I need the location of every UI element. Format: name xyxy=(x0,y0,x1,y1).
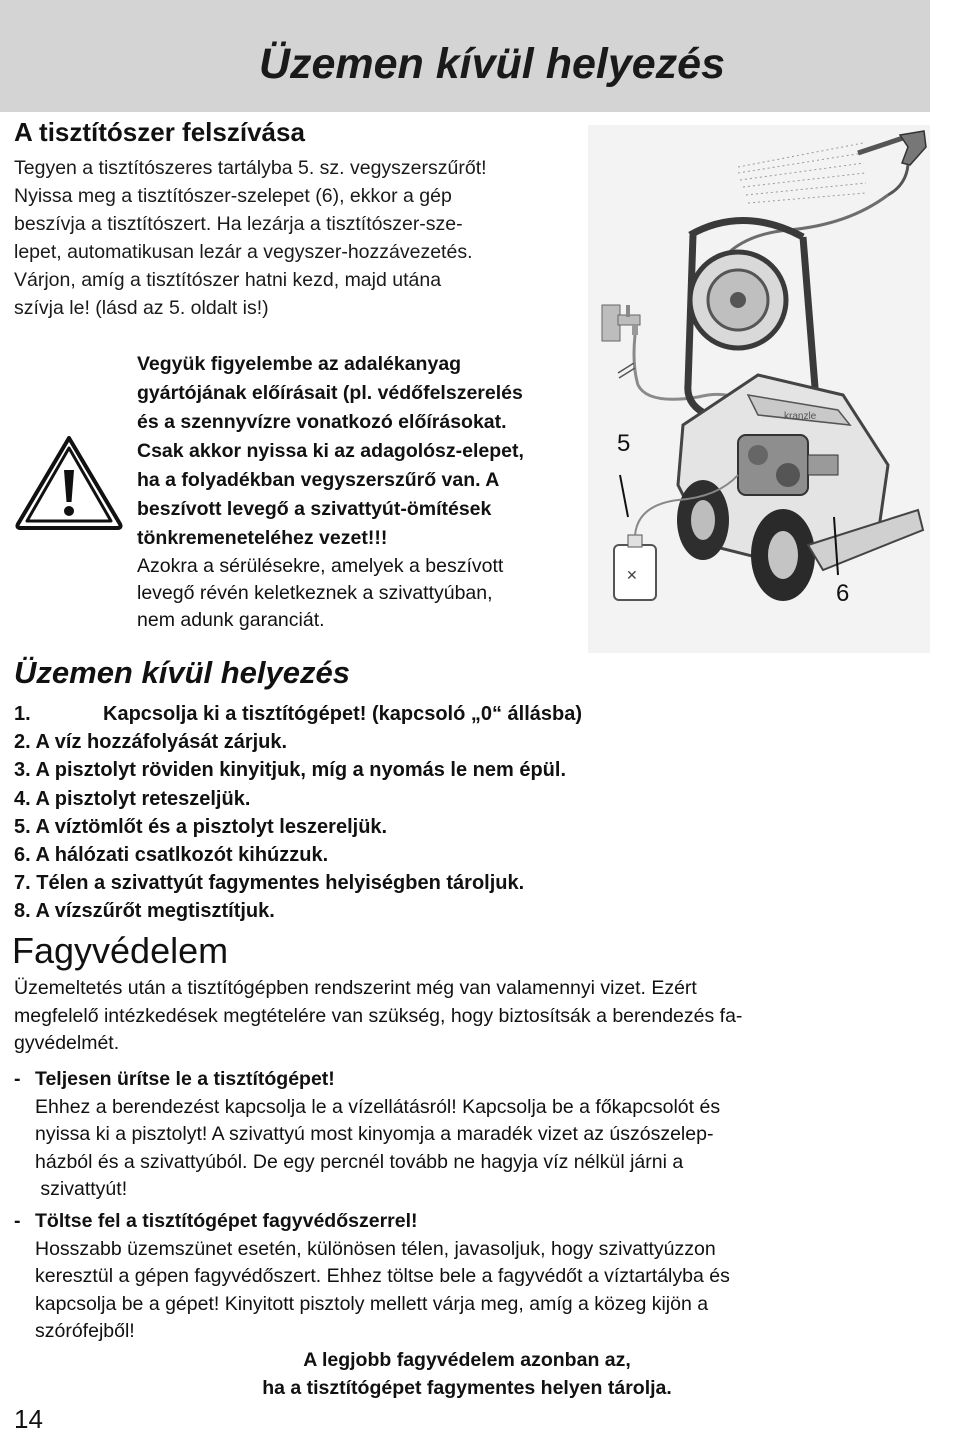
shutdown-steps xyxy=(14,700,582,926)
step-number: 3. xyxy=(14,759,31,782)
intake-title: A tisztítószer felszívása xyxy=(14,117,305,147)
intake-line: Tegyen a tisztítószeres tartályba 5. sz. vegyszerszűrőt! xyxy=(14,157,487,179)
step-item xyxy=(14,869,582,897)
page-title: Üzemen kívül helyezés xyxy=(258,40,725,88)
frost-intro-line: Üzemeltetés után a tisztítógépben rendszerint még van valamennyi vizet. Ezért xyxy=(14,977,697,999)
callout-label-6: 6 xyxy=(836,580,850,607)
bullet-line: Hosszabb üzemszünet esetén, különösen télen, javasoljuk, hogy szivattyúzzon xyxy=(35,1237,716,1260)
step-number: 7. xyxy=(14,872,31,895)
warning-note-line: levegő révén keletkeznek a szivattyúban, xyxy=(137,582,493,604)
warning-note-line: nem adunk garanciát. xyxy=(137,609,325,631)
warning-line: és a szennyvízre vonatkozó előírásokat. xyxy=(137,411,507,433)
bullet-line: szivattyút! xyxy=(35,1178,128,1200)
warning-line: Vegyük figyelembe az adalékanyag xyxy=(137,353,462,375)
step-text: A vízszűrőt megtisztítjuk. xyxy=(35,900,275,923)
warning-line: tönkremeneteléhez vezet!!! xyxy=(137,527,388,549)
pressure-washer-illustration xyxy=(588,125,930,653)
step-text: A pisztolyt reteszeljük. xyxy=(35,787,251,810)
step-number: 6. xyxy=(14,844,31,867)
warning-line: beszívott levegő a szivattyút-ömítések xyxy=(137,498,492,520)
bullet-heading: Töltse fel a tisztítógépet fagyvédőszerrel! xyxy=(35,1210,418,1232)
warning-text xyxy=(137,350,589,634)
bullet-line: keresztül a gépen fagyvédőszert. Ehhez töltse bele a fagyvédőt a víztartályba és xyxy=(35,1265,730,1287)
step-text: Kapcsolja ki a tisztítógépet! (kapcsoló „0“ állásba) xyxy=(103,703,583,725)
bullet-dash: - xyxy=(14,1068,21,1090)
step-text: A hálózati csatlkozót kihúzzuk. xyxy=(35,844,329,867)
frost-bullet-drain xyxy=(14,1066,720,1204)
chemical-canister-icon xyxy=(614,535,656,600)
bullet-line: házból és a szivattyúból. De egy percnél tovább ne hagyja víz nélkül járni a xyxy=(35,1150,684,1173)
frost-intro xyxy=(14,975,742,1058)
frost-bullet-antifreeze xyxy=(14,1208,730,1346)
intake-line: beszívja a tisztítószert. Ha lezárja a tisztítószer-sze- xyxy=(14,213,463,235)
warning-line: ha a folyadékban vegyszerszűrő van. A xyxy=(137,469,500,491)
svg-text:✕: ✕ xyxy=(626,567,638,583)
closing-line: A legjobb fagyvédelem azonban az, xyxy=(303,1349,631,1371)
step-item xyxy=(14,756,582,784)
step-text: Télen a szivattyút fagymentes helyiségben tároljuk. xyxy=(36,872,525,895)
bullet-line: nyissa ki a pisztolyt! A szivattyú most kinyomja a maradék vizet az úszószelep- xyxy=(35,1123,714,1145)
step-number: 8. xyxy=(14,900,31,923)
step-item xyxy=(14,728,582,756)
step-text: A víz hozzáfolyását zárjuk. xyxy=(35,731,288,754)
step-item xyxy=(14,813,582,841)
callout-label-5: 5 xyxy=(617,430,631,457)
frost-intro-line: megfelelő intézkedések megtételére van szükség, hogy biztosítsák a berendezés fa- xyxy=(14,1004,743,1027)
warning-line: Csak akkor nyissa ki az adagolósz-elepet, xyxy=(137,440,524,462)
bullet-line: szórófejből! xyxy=(35,1320,135,1342)
frost-closing xyxy=(0,1346,934,1402)
intake-line: lepet, automatikusan lezár a vegyszer-hozzávezetés. xyxy=(14,241,473,263)
step-number: 1. xyxy=(14,703,31,725)
intake-line: Nyissa meg a tisztítószer-szelepet (6), ekkor a gép xyxy=(14,185,452,207)
step-item xyxy=(14,841,582,869)
bullet-dash: - xyxy=(14,1210,21,1232)
warning-note-line: Azokra a sérülésekre, amelyek a beszívott xyxy=(137,555,504,577)
warning-icon xyxy=(12,432,126,532)
step-number: 5. xyxy=(14,815,31,838)
frost-title: Fagyvédelem xyxy=(12,930,229,971)
bullet-line: Ehhez a berendezést kapcsolja le a vízellátásról! Kapcsolja be a főkapcsolót és xyxy=(35,1095,721,1118)
brand-label: kranzle xyxy=(784,411,817,422)
bullet-line: kapcsolja be a gépet! Kinyitott pisztoly mellett várja meg, amíg a közeg kijön a xyxy=(35,1292,709,1315)
step-item xyxy=(14,700,582,728)
closing-line: ha a tisztítógépet fagymentes helyen tárolja. xyxy=(262,1377,672,1399)
step-number: 2. xyxy=(14,731,31,754)
warning-line: gyártójának előírásait (pl. védőfelszerelés xyxy=(137,382,523,404)
bullet-heading: Teljesen ürítse le a tisztítógépet! xyxy=(35,1068,335,1090)
step-text: A víztömlőt és a pisztolyt leszereljük. xyxy=(35,815,388,838)
step-item xyxy=(14,785,582,813)
intake-text xyxy=(14,154,487,322)
intake-line: szívja le! (lásd az 5. oldalt is!) xyxy=(14,297,269,319)
step-text: A pisztolyt röviden kinyitjuk, míg a nyomás le nem épül. xyxy=(35,759,567,782)
page-number: 14 xyxy=(14,1404,43,1434)
step-number: 4. xyxy=(14,787,31,810)
shutdown-title: Üzemen kívül helyezés xyxy=(14,655,350,690)
step-item xyxy=(14,897,582,925)
intake-line: Várjon, amíg a tisztítószer hatni kezd, majd utána xyxy=(14,269,442,291)
frost-intro-line: gyvédelmét. xyxy=(14,1032,120,1054)
